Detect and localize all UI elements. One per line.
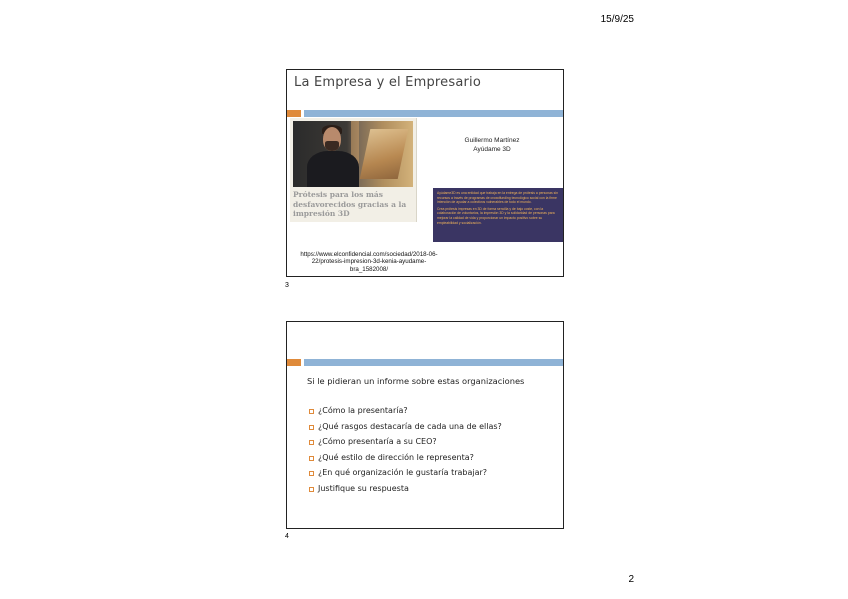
news-headline: Prótesis para los más desfavorecidos gracias a la impresión 3D <box>293 190 407 218</box>
list-item: ¿Qué estilo de dirección le representa? <box>309 453 502 469</box>
accent-bar-orange <box>287 110 301 117</box>
slide-title: La Empresa y el Empresario <box>294 75 482 90</box>
print-date: 15/9/25 <box>600 14 634 25</box>
list-item: ¿En qué organización le gustaría trabajar? <box>309 468 502 484</box>
accent-bar-blue <box>304 359 564 366</box>
organization-infobox <box>433 188 564 242</box>
list-item: ¿Cómo la presentaría? <box>309 406 502 422</box>
speaker-org: Ayúdame 3D <box>473 146 511 153</box>
square-bullet-icon <box>309 456 314 461</box>
speaker-name: Guillermo Martínez <box>464 137 520 144</box>
square-bullet-icon <box>309 471 314 476</box>
slide-4 <box>286 321 564 529</box>
slide-3 <box>286 69 564 277</box>
square-bullet-icon <box>309 440 314 445</box>
list-item: Justifique su respuesta <box>309 484 502 500</box>
infobox-paragraph: Crea prótesis impresas en 3D de forma sencilla y de bajo coste, con la colaboración de voluntarios, la impresión 3D y la solidaridad de personas para mejorar la calidad de vida y proporcionar un impacto positivo sobre su empleabilidad y socialización. <box>437 206 555 225</box>
page-number: 2 <box>628 574 634 585</box>
slide-number: 4 <box>285 533 289 540</box>
speaker-info <box>447 136 537 154</box>
infobox-paragraph: Ayúdame3D es una entidad que trabaja en la entrega de prótesis a personas sin recursos a través de programas de crowdfunding tecnológico social con la firme intención de ayudar a colectivos vulnerables de todo el mundo. <box>437 191 558 205</box>
list-item: ¿Cómo presentaría a su CEO? <box>309 437 502 453</box>
source-url: https://www.elconfidencial.com/sociedad/2018-06-22/protesis-impresion-3d-kenia-ayudame-bra_1582008/ <box>300 251 438 273</box>
news-article-card <box>290 118 417 222</box>
question-list <box>309 406 502 500</box>
square-bullet-icon <box>309 409 314 414</box>
square-bullet-icon <box>309 487 314 492</box>
question-intro: Si le pidieran un informe sobre estas organizaciones <box>307 376 525 386</box>
accent-bar-blue <box>304 110 564 117</box>
slide-number: 3 <box>285 282 289 289</box>
list-item: ¿Qué rasgos destacaría de cada una de ellas? <box>309 422 502 438</box>
news-photo <box>293 121 413 187</box>
accent-bar-orange <box>287 359 301 366</box>
square-bullet-icon <box>309 425 314 430</box>
